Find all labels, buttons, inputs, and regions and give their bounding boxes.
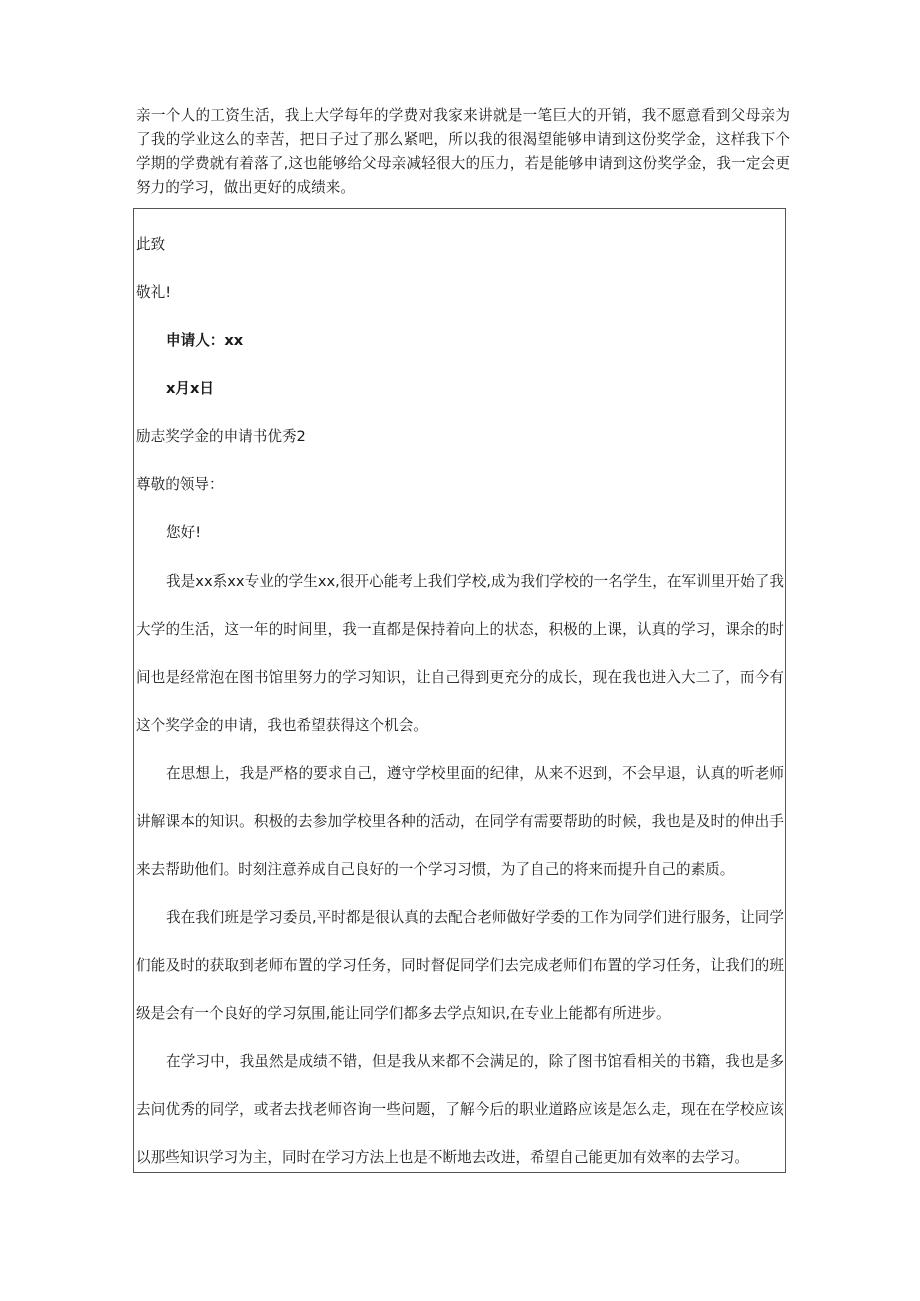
letter-title: 励志奖学金的申请书优秀2 (136, 428, 306, 445)
applicant-signature: 申请人：xx (166, 332, 244, 349)
signature-date: x月x日 (166, 380, 215, 397)
body-paragraph-2: 在思想上，我是严格的要求自己，遵守学校里面的纪律，从来不迟到，不会早退，认真的听老师讲解课本的知识。积极的去参加学校里各种的活动，在同学有需要帮助的时候，我也是及时的伸出手来去帮助他们。时刻注意养成自己良好的一个学习习惯，为了自己的将来而提升自己的素质。 (136, 765, 784, 878)
body-paragraph-1: 我是xx系xx专业的学生xx,很开心能考上我们学校,成为我们学校的一名学生，在军训里开始了我大学的生活，这一年的时间里，我一直都是保持着向上的状态，积极的上课，认真的学习，课余的时间也是经常泡在图书馆里努力的学习知识，让自己得到更充分的成长，现在我也进入大二了，而今有这个奖学金的申请，我也希望获得这个机会。 (136, 573, 784, 734)
salutation: 尊敬的领导： (136, 476, 224, 493)
closing-line-1: 此致 (136, 236, 166, 253)
greeting: 您好! (166, 524, 202, 541)
letter-frame (133, 208, 786, 1173)
intro-paragraph: 亲一个人的工资生活，我上大学每年的学费对我家来讲就是一笔巨大的开销，我不愿意看到父母亲为了我的学业这么的幸苦，把日子过了那么紧吧，所以我的很渴望能够申请到这份奖学金，这样我下个学期的学费就有着落了,这也能够给父母亲减轻很大的压力，若是能够申请到这份奖学金，我一定会更努力的学习，做出更好的成绩来。 (136, 107, 790, 196)
body-paragraph-4: 在学习中，我虽然是成绩不错，但是我从来都不会满足的，除了图书馆看相关的书籍，我也是多去问优秀的同学，或者去找老师咨询一些问题，了解今后的职业道路应该是怎么走，现在在学校应该以那些知识学习为主，同时在学习方法上也是不断地去改进，希望自己能更加有效率的去学习。 (136, 1053, 784, 1166)
closing-line-2: 敬礼! (136, 284, 172, 301)
body-paragraph-3: 我在我们班是学习委员,平时都是很认真的去配合老师做好学委的工作为同学们进行服务，让同学们能及时的获取到老师布置的学习任务，同时督促同学们去完成老师们布置的学习任务，让我们的班级是会有一个良好的学习氛围,能让同学们都多去学点知识,在专业上能都有所进步。 (136, 909, 784, 1022)
